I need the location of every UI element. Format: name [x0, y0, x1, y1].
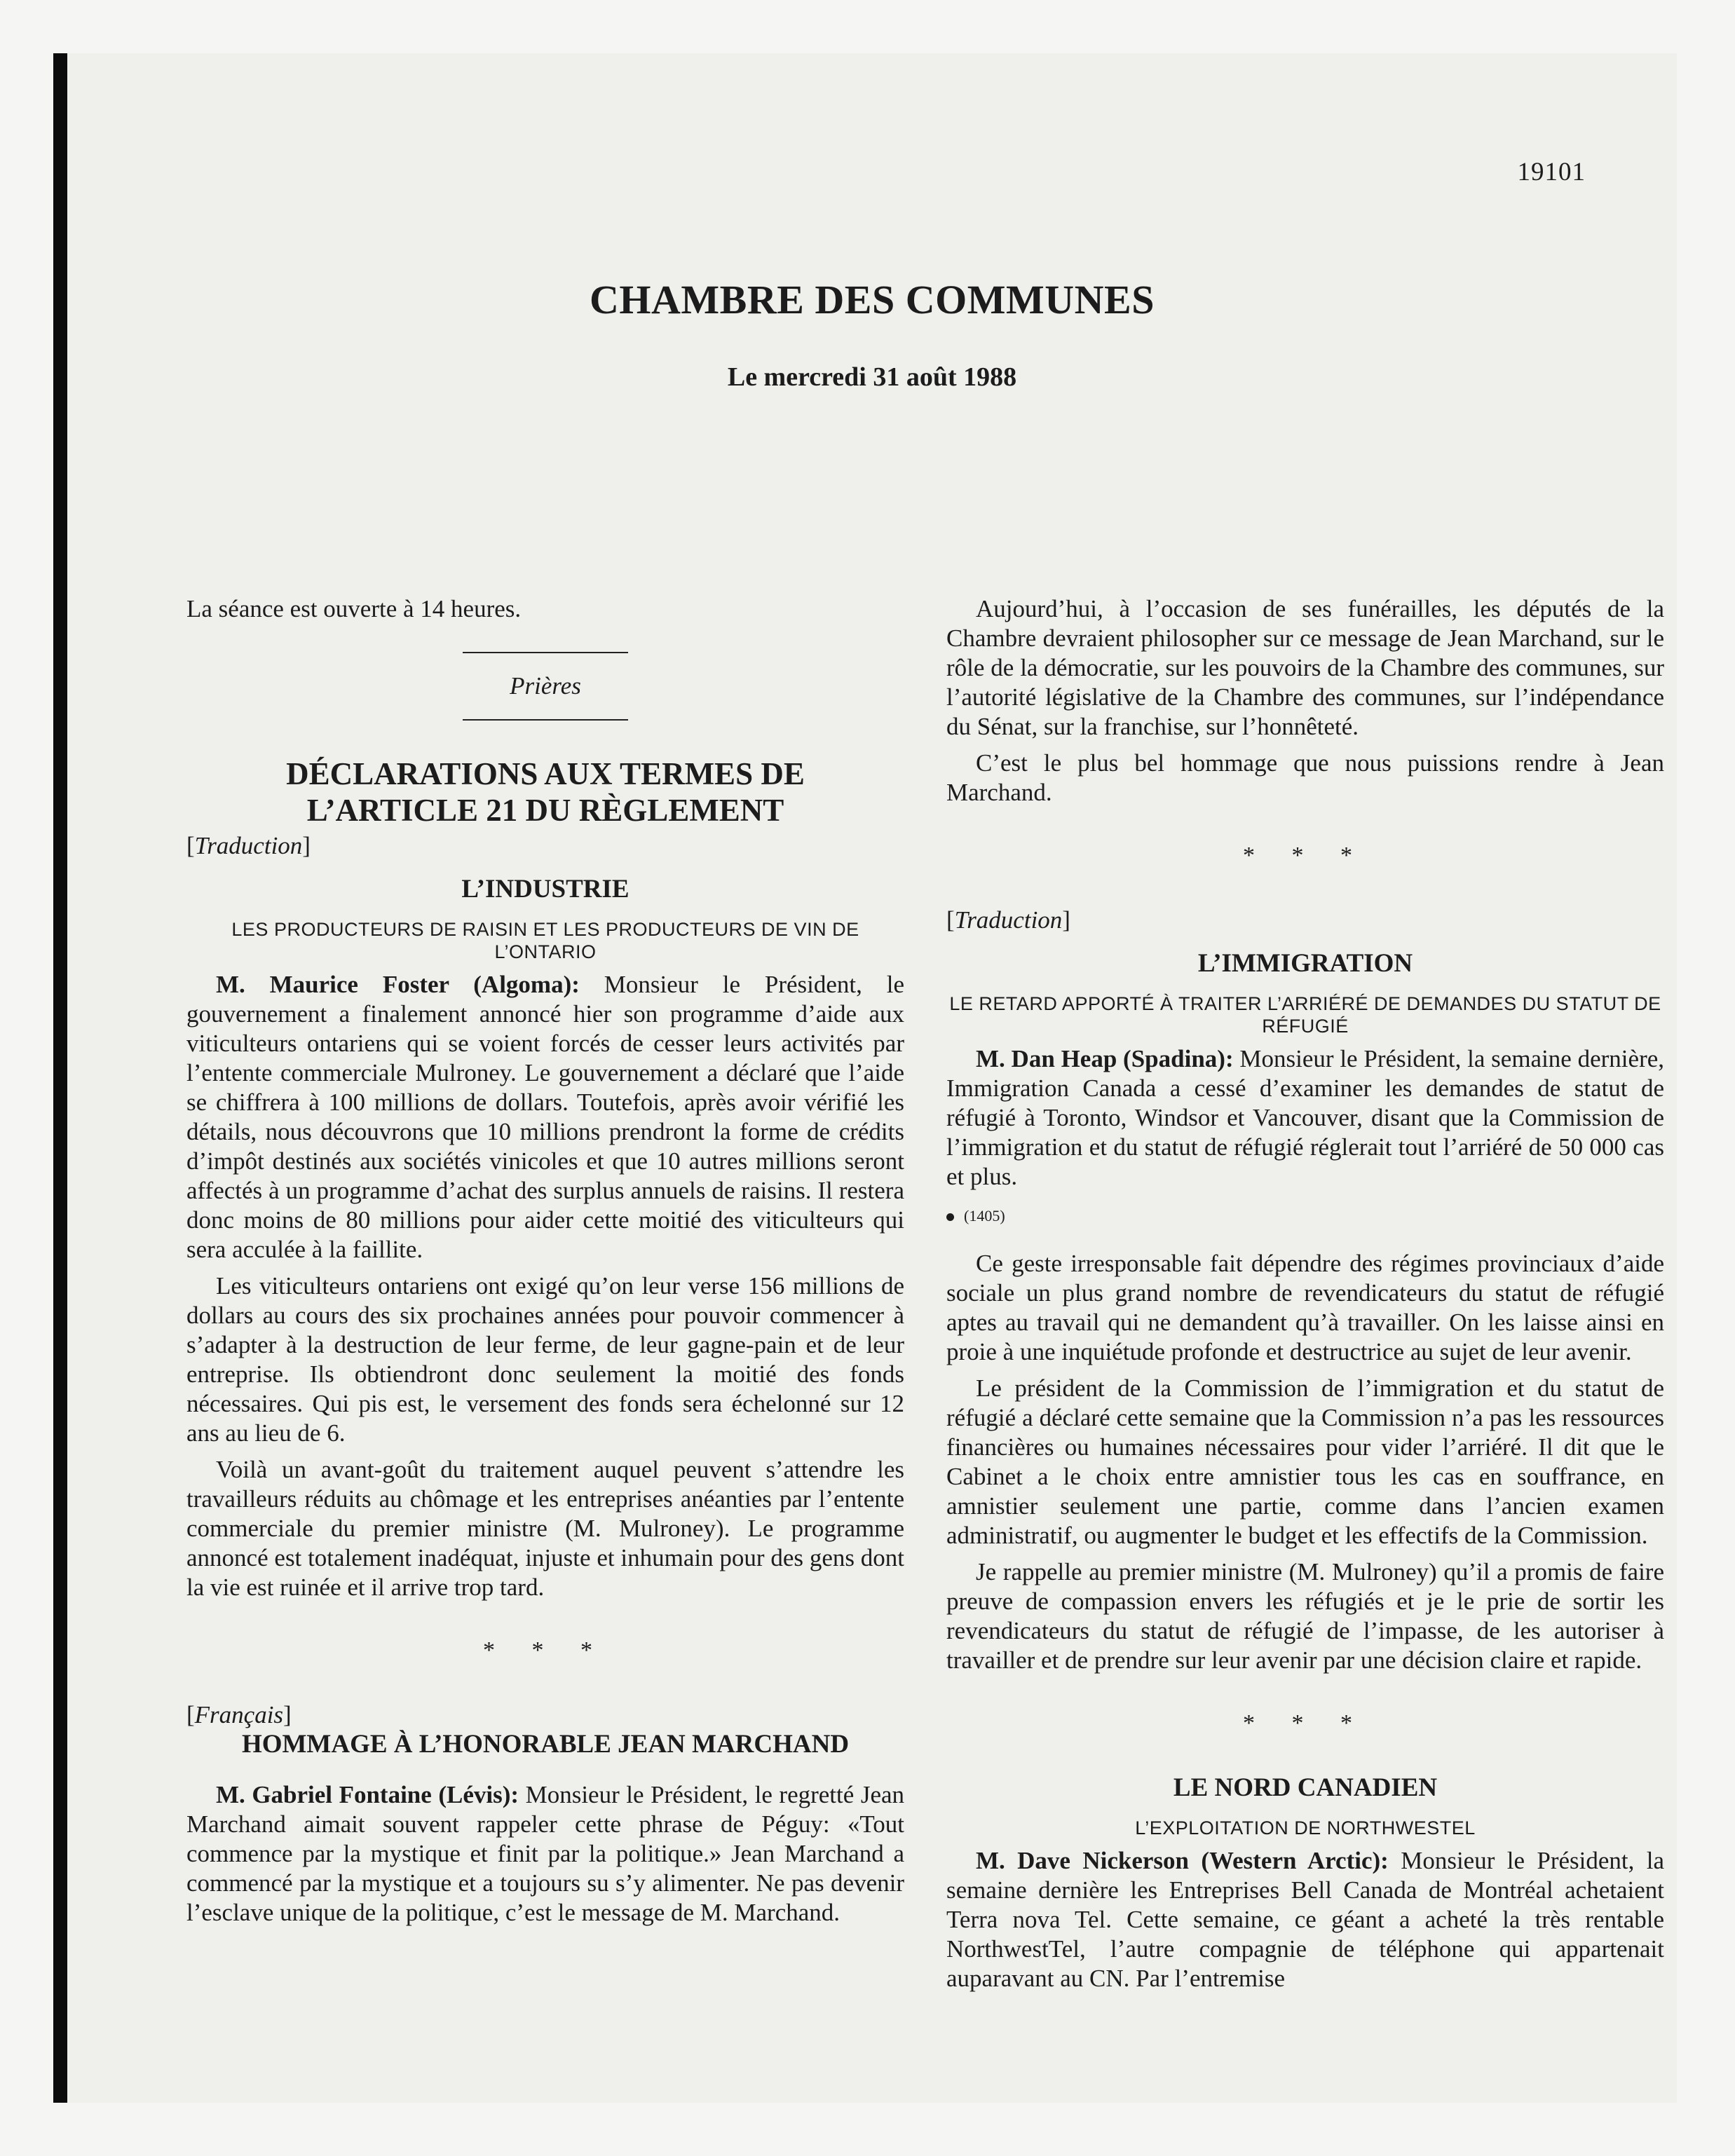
topic-subheading: L’EXPLOITATION DE NORTHWESTEL	[1135, 1817, 1476, 1838]
statement-paragraph: C’est le plus bel hommage que nous puissions rendre à Jean Marchand.	[946, 749, 1664, 806]
statement-paragraph: Voilà un avant-goût du traitement auquel peuvent s’attendre les travailleurs réduits au chômage et les entreprises anéanties par l’entente commerciale du premier ministre (M. Mulroney). Le programme annoncé est totalement inadéquat, injuste et inhumain pour des gens dont la vie est ruinée et il arrive trop tard.	[186, 1456, 904, 1601]
paragraph-text: Monsieur le Président, le regretté Jean Marchand aimait souvent rappeler cette phrase de Péguy: «Tout commence par la mystique et finit par la politique.» Jean Marchand a commencé par la mystique et a toujours su s’y alimenter. Ne pas devenir l’esclave unique de la politique, c’est le message de M. Marchand.	[186, 1781, 905, 1926]
prayers-label: Prières	[510, 672, 581, 700]
divider-rule	[463, 719, 628, 721]
statement-paragraph: Je rappelle au premier ministre (M. Mulroney) qu’il a promis de faire preuve de compassion envers les réfugiés et je le prie de sortir les revendicateurs du statut de réfugié de l’impasse, de les autoriser à travailler et de prendre sur leur avenir par une décision claire et rapide.	[946, 1558, 1664, 1674]
scan-binding-edge	[53, 53, 67, 2103]
divider-rule	[463, 652, 628, 653]
topic-heading: LE NORD CANADIEN	[1173, 1773, 1438, 1802]
section-separator: * * *	[1243, 842, 1368, 868]
paragraph-text: Monsieur le Président, la semaine dernière les Entreprises Bell Canada de Montréal achetaient Terra nova Tel. Cette semaine, ce géant a acheté la très rentable NorthwestTel, l’autre compagnie de téléphone qui appartenait auparavant au CN. Par l’entremise	[946, 1847, 1665, 1992]
page-number: 19101	[1517, 158, 1586, 186]
topic-subheading: LE RETARD APPORTÉ À TRAITER L’ARRIÉRÉ DE DEMANDES DU STATUT DE RÉFUGIÉ	[949, 993, 1661, 1037]
opening-text: La séance est ouverte à 14 heures.	[186, 595, 522, 622]
section-heading-line: DÉCLARATIONS AUX TERMES DE	[286, 756, 805, 791]
time-stamp	[946, 1201, 1664, 1231]
section-separator: * * *	[1243, 1710, 1368, 1736]
paragraph-text: Monsieur le Président, la semaine dernière, Immigration Canada a cessé d’examiner les demandes de statut de réfugié à Toronto, Windsor et Vancouver, disant que la Commission de l’immigration et du statut de réfugié réglerait tout l’arriéré de 50 000 cas et plus.	[946, 1045, 1665, 1190]
time-stamp-text: (1405)	[964, 1207, 1005, 1224]
topic-heading: L’INDUSTRIE	[461, 875, 630, 903]
translation-tag-text: Traduction	[954, 906, 1063, 934]
speaker-name: M. Dave Nickerson (Western Arctic):	[976, 1847, 1389, 1874]
statement-paragraph: Ce geste irresponsable fait dépendre des régimes provinciaux d’aide sociale un plus grand nombre de revendicateurs du statut de réfugié aptes au travail qui ne demandent qu’à travailler. On les laisse ainsi en proie à une inquiétude profonde et destructrice au sujet de leur avenir.	[946, 1250, 1664, 1365]
speaker-name: M. Gabriel Fontaine (Lévis):	[216, 1781, 519, 1808]
translation-tag-text: Traduction	[194, 832, 303, 859]
statement-paragraph	[946, 1846, 1664, 1993]
hansard-page	[67, 53, 1677, 2103]
statement-paragraph: Aujourd’hui, à l’occasion de ses funérailles, les députés de la Chambre devraient philosopher sur ce message de Jean Marchand, sur le rôle de la démocratie, sur les pouvoirs de la Chambre des communes, sur l’autorité législative de la Chambre des communes, sur l’indépendance du Sénat, sur la franchise, sur l’honnêteté.	[946, 595, 1664, 740]
statement-paragraph	[186, 970, 904, 1264]
left-column	[186, 540, 904, 1928]
topic-heading: HOMMAGE À L’HONORABLE JEAN MARCHAND	[241, 1730, 850, 1759]
speaker-name: M. Dan Heap (Spadina):	[976, 1045, 1234, 1072]
topic-heading: L’IMMIGRATION	[1197, 949, 1413, 978]
bullet-icon	[946, 1213, 954, 1221]
topic-subheading: LES PRODUCTEURS DE RAISIN ET LES PRODUCTEURS DE VIN DE L’ONTARIO	[231, 919, 859, 962]
paragraph-text: Monsieur le Président, le gouvernement a finalement annoncé hier son programme d’aide aux viticulteurs ontariens qui se voient forcés de cesser leurs activités par l’entente commerciale Mulroney. Le gouvernement a déclaré que l’aide se chiffrera à 100 millions de dollars. Toutefois, après avoir vérifié les détails, nous découvrons que 10 millions prendront la forme de crédits d’impôt destinés aux sociétés vinicoles et que 10 autres millions seront affectés à un programme d’achat des surplus annuels de raisins. Il restera donc moins de 80 millions pour aider cette moitié des viticulteurs qui sera acculée à la faillite.	[186, 971, 905, 1263]
right-column	[946, 540, 1664, 1993]
statement-paragraph	[946, 1044, 1664, 1192]
statement-paragraph: Les viticulteurs ontariens ont exigé qu’on leur verse 156 millions de dollars au cours des six prochaines années pour pouvoir commencer à s’adapter à la destruction de leur ferme, de leur gagne-pain et de leur entreprise. Ils obtiendront donc seulement la moitié des fonds nécessaires. Qui pis est, le versement des fonds sera échelonné sur 12 ans au lieu de 6.	[186, 1272, 904, 1447]
translation-tag: [Traduction]	[946, 906, 1070, 934]
page-title: CHAMBRE DES COMMUNES	[590, 277, 1155, 322]
statement-paragraph	[186, 1780, 904, 1928]
language-tag-text: Français	[194, 1701, 284, 1728]
section-separator: * * *	[483, 1637, 608, 1663]
statement-paragraph: Le président de la Commission de l’immigration et du statut de réfugié a déclaré cette semaine que la Commission n’a pas les ressources financières ou humaines nécessaires pour vider l’arriéré. Il dit que le Cabinet a le choix entre amnistier tous les cas en souffrance, en amnistier seulement une partie, comme dans l’ancien examen administratif, ou augmenter le budget et les effectifs de la Commission.	[946, 1374, 1664, 1549]
speaker-name: M. Maurice Foster (Algoma):	[216, 971, 580, 998]
language-tag: [Français]	[186, 1701, 292, 1728]
sitting-date: Le mercredi 31 août 1988	[727, 362, 1017, 392]
section-heading	[186, 756, 904, 828]
translation-tag: [Traduction]	[186, 832, 311, 859]
section-heading-line: L’ARTICLE 21 DU RÈGLEMENT	[306, 793, 784, 828]
